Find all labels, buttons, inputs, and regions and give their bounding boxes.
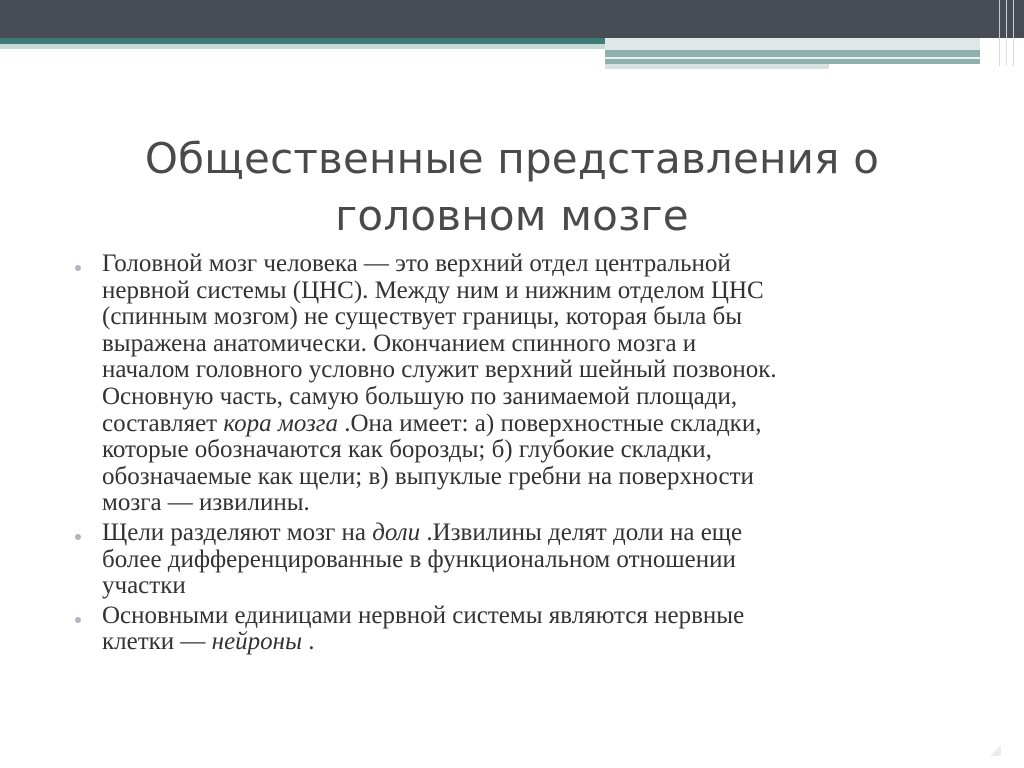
right-short-accent-stripe [605, 64, 829, 69]
emphasized-term-cortex: кора мозга [223, 409, 338, 437]
bullet-text-line-with-emphasis [102, 629, 955, 656]
bullet-text-line: обозначаемые как щели; в) выпуклые гребни на поверхности [102, 462, 754, 490]
slide-content-list [75, 251, 955, 656]
bullet-text-segment: .Извилины делят доли на еще [420, 518, 743, 546]
bullet-text-line: Основную часть, самую большую по занимаемой площади, [102, 382, 738, 410]
bullet-text-segment: . [302, 628, 315, 656]
brain-definition-bullet [75, 251, 955, 517]
bullet-text-line: Головной мозг человека — это верхний отдел центральной [102, 250, 731, 277]
bullet-text-line: которые обозначаются как борозды; б) глубокие складки, [102, 436, 712, 464]
bullet-text-line: мозга — извилины. [102, 489, 310, 517]
right-white-divider [605, 57, 980, 59]
emphasized-term-lobes: доли [372, 518, 421, 546]
bullet-text-segment: составляет [102, 409, 224, 437]
brain-lobes-bullet [75, 520, 955, 600]
slide-corner-mark [990, 745, 1001, 756]
decorative-vertical-stripes [993, 0, 1024, 66]
bullet-text-line: началом головного условно служит верхний шейный позвонок. [102, 356, 777, 384]
bullet-text-line: более дифференцированные в функциональном отношении [102, 545, 736, 573]
slide-title [110, 130, 914, 244]
light-accent-band [0, 44, 610, 49]
bullet-text-segment: Щели разделяют мозг на [102, 518, 373, 546]
bullet-text-line: выражена анатомически. Окончанием спинного мозга и [102, 329, 697, 357]
bullet-text-line-with-emphasis [102, 411, 955, 438]
slide-title-line-2: головном мозге [335, 191, 689, 240]
bullet-text-segment: клетки — [102, 628, 212, 656]
bullet-text-line: Основными единицами нервной системы являются нервные [102, 601, 745, 629]
bullet-text-segment: .Она имеет: а) поверхностные складки, [338, 409, 762, 437]
slide-title-line-1: Общественные представления о [144, 134, 880, 183]
bullet-text-line: нервной системы (ЦНС). Между ним и нижним отделом ЦНС [102, 276, 764, 304]
bullet-text-line-with-emphasis [102, 520, 955, 547]
bullet-text-line: (спинным мозгом) не существует границы, которая была бы [102, 303, 743, 331]
emphasized-term-neurons: нейроны [211, 628, 303, 656]
right-light-accent-band [605, 38, 980, 50]
bullet-text-line: участки [102, 572, 186, 600]
top-dark-band [0, 0, 1024, 38]
neurons-bullet [75, 603, 955, 656]
